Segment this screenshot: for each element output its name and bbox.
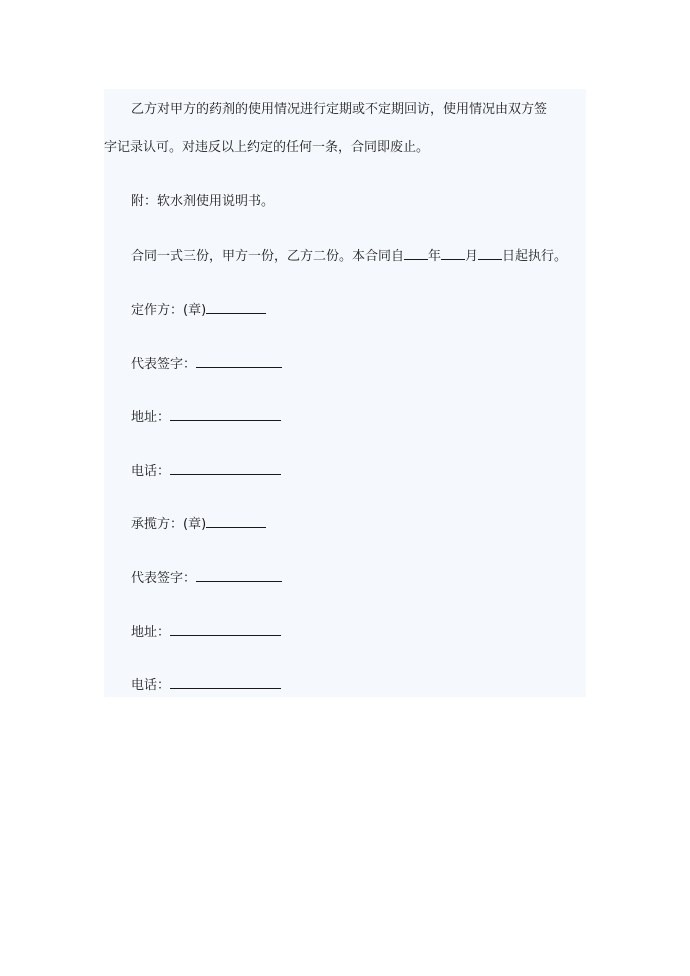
party-b-phone-field: [131, 675, 281, 695]
party-b-phone-label: 电话：: [131, 678, 171, 693]
year-blank: [404, 246, 428, 260]
party-a-rep-blank: [196, 354, 282, 368]
party-a-address-blank: [170, 407, 281, 421]
party-a-name-field: [131, 300, 266, 320]
copies-text: 合同一式三份，甲方一份，乙方二份。本合同自: [131, 249, 405, 264]
party-a-phone-field: [131, 461, 281, 481]
document-content-area: [104, 89, 586, 697]
year-label: 年: [428, 249, 442, 264]
party-b-rep-field: [131, 568, 282, 588]
party-b-rep-blank: [196, 568, 282, 582]
party-b-rep-label: 代表签字：: [131, 571, 197, 586]
day-label: 日起执行。: [502, 249, 568, 264]
month-blank: [441, 246, 465, 260]
party-b-address-blank: [170, 622, 281, 636]
clause-visit-line-1: 乙方对甲方的药剂的使用情况进行定期或不定期回访，使用情况由双方签: [131, 102, 548, 117]
month-label: 月: [465, 249, 479, 264]
party-a-address-label: 地址：: [131, 410, 171, 425]
party-b-address-label: 地址：: [131, 625, 171, 640]
party-b-phone-blank: [170, 675, 281, 689]
party-a-rep-field: [131, 354, 282, 374]
party-b-address-field: [131, 622, 281, 642]
party-a-phone-blank: [170, 461, 281, 475]
party-a-name-label: 定作方：(章): [131, 303, 207, 318]
party-b-name-field: [131, 514, 266, 534]
day-blank: [478, 246, 502, 260]
attachment-note: 附：软水剂使用说明书。: [131, 194, 275, 209]
party-a-address-field: [131, 407, 281, 427]
party-a-phone-label: 电话：: [131, 464, 171, 479]
party-b-name-label: 承揽方：(章): [131, 517, 207, 532]
copies-clause: [131, 246, 567, 266]
party-b-name-blank: [206, 514, 266, 528]
clause-visit-line-2: 字记录认可。对违反以上约定的任何一条，合同即废止。: [104, 140, 430, 155]
party-a-name-blank: [206, 300, 266, 314]
party-a-rep-label: 代表签字：: [131, 357, 197, 372]
